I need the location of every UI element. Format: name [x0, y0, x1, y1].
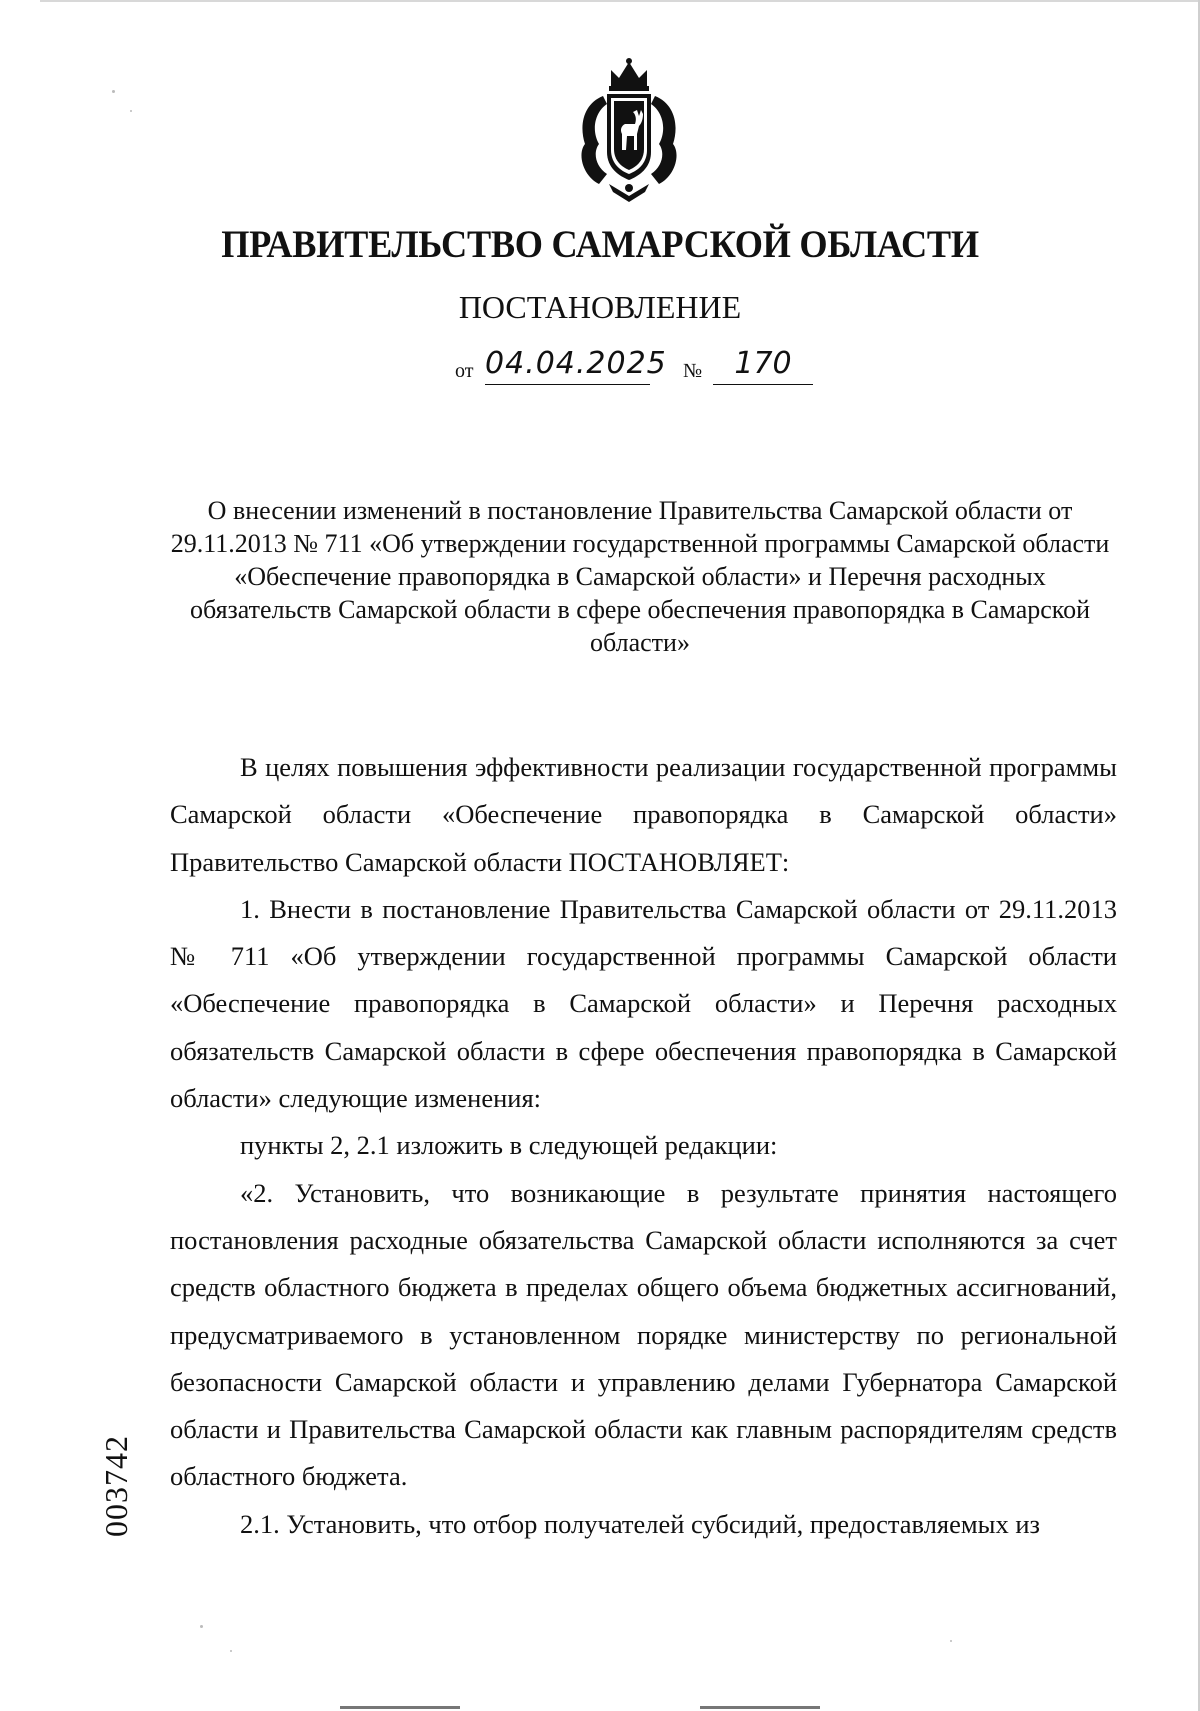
- document-number: 170: [713, 344, 813, 385]
- scan-speck: [130, 110, 132, 112]
- date-label: от: [455, 360, 474, 382]
- document-type: ПОСТАНОВЛЕНИЕ: [458, 289, 742, 325]
- scan-edge: [40, 0, 1200, 2]
- document-body: [170, 744, 1117, 1548]
- document-subject: О внесении изменений в постановление Правительства Самарской области от 29.11.2013 № 711 «Об утверждении государственной программы Самарской области «Обеспечение правопорядка в Самарской области» и Перечня расходных обязательств Самарской области в сфере обеспечения правопорядка в Самарской области»: [170, 496, 1110, 657]
- scan-speck: [200, 1625, 203, 1628]
- scan-speck: [230, 1650, 232, 1652]
- scan-speck: [950, 1640, 952, 1642]
- paragraph-item-1: 1. Внести в постановление Правительства Самарской области от 29.11.2013 № 711 «Об утверждении государственной программы Самарской области «Обеспечение правопорядка в Самарской области» и Перечня расходных обязательств Самарской области в сфере обеспечения правопорядка в Самарской области» следующие изменения:: [170, 893, 1117, 1114]
- scan-edge: [700, 1706, 820, 1709]
- scan-edge: [340, 1706, 460, 1709]
- coat-of-arms-icon: [573, 56, 685, 204]
- side-registration-stamp: 003742: [98, 1435, 134, 1537]
- scan-speck: [112, 90, 115, 93]
- organization-title: ПРАВИТЕЛЬСТВО САМАРСКОЙ ОБЛАСТИ: [221, 223, 979, 266]
- document-date: 04.04.2025: [485, 344, 650, 385]
- paragraph-item-2-1: 2.1. Установить, что отбор получателей субсидий, предоставляемых из: [240, 1508, 1040, 1539]
- number-label: №: [683, 360, 703, 382]
- date-number-line: [455, 346, 855, 390]
- paragraph-amendment-intro: пункты 2, 2.1 изложить в следующей редакции:: [240, 1130, 778, 1161]
- paragraph-item-2: «2. Установить, что возникающие в результате принятия настоящего постановления расходные обязательства Самарской области исполняются за счет средств областного бюджета в пределах общего объема бюджетных ассигнований, предусматриваемого в установленном порядке министерству по региональной безопасности Самарской области и управлению делами Губернатора Самарской области и Правительства Самарской области как главным распорядителям средств областного бюджета.: [170, 1177, 1117, 1492]
- paragraph-preamble: В целях повышения эффективности реализации государственной программы Самарской области «Обеспечение правопорядка в Самарской области» Правительство Самарской области ПОСТАНОВЛЯЕТ:: [170, 752, 1117, 877]
